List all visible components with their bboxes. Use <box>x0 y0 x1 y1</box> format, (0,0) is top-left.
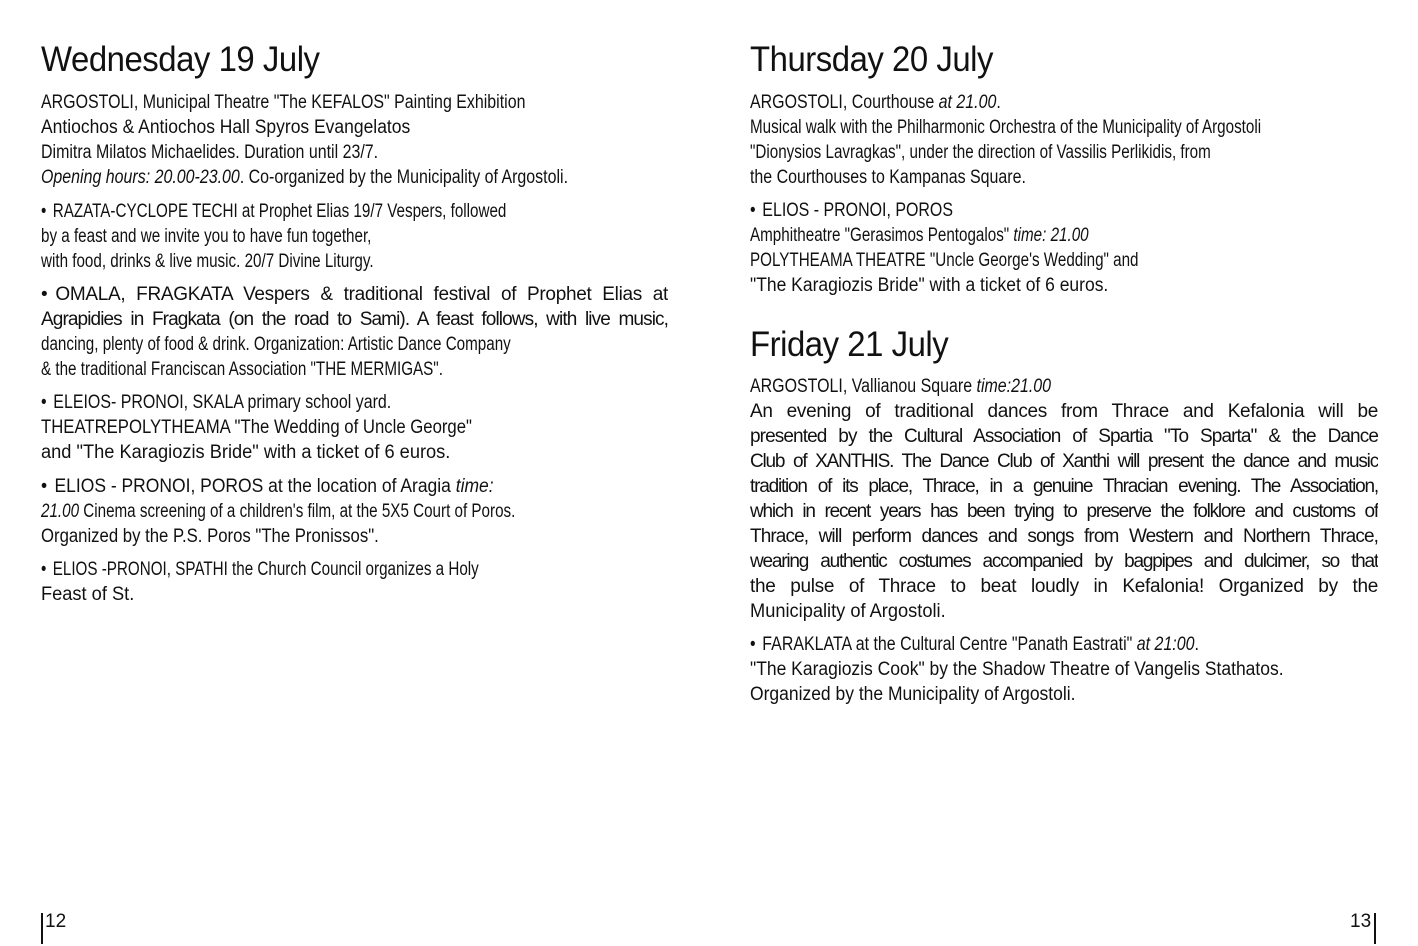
event-line: which in recent years has been trying to preserve the folklore and customs of <box>750 501 1378 522</box>
event-line <box>41 390 568 415</box>
event-line: dancing, plenty of food & drink. Organization: Artistic Dance Company <box>41 334 511 355</box>
event-line-punct: . <box>1194 634 1199 655</box>
day-heading-friday: Friday 21 July <box>750 325 949 364</box>
event-line <box>41 282 668 307</box>
event-entry-razata <box>41 199 668 274</box>
bullet-icon: • <box>750 200 756 221</box>
bullet-icon: • <box>750 634 756 655</box>
event-line <box>41 199 543 224</box>
event-entry-omala <box>41 282 668 382</box>
event-line: wearing authentic costumes accompanied by bagpipes and dulcimer, so that <box>750 551 1378 572</box>
event-line-text: Cinema screening of a children's film, at the 5X5 Court of Poros. <box>79 501 516 522</box>
event-entry-argostoli-vallianou <box>750 374 1378 624</box>
event-line: "The Karagiozis Bride" with a ticket of 6 euros. <box>750 275 1109 296</box>
event-line: Municipality of Argostoli. <box>750 601 946 622</box>
event-time: at 21.00 <box>938 92 997 113</box>
page-edge-mark-left <box>41 913 43 944</box>
event-line: & the traditional Franciscan Association "THE MERMIGAS". <box>41 359 443 380</box>
event-entry-elios-poros-thursday <box>750 198 1378 298</box>
event-line <box>41 474 618 499</box>
event-line: THEATREPOLYTHEAMA "The Wedding of Uncle George" <box>41 417 472 438</box>
event-line-text: OMALA, FRAGKATA Vespers & traditional festival of Prophet Elias at <box>55 284 668 305</box>
event-line-rest: . Co-organized by the Municipality of Argostoli. <box>239 167 569 188</box>
event-line-text: ELIOS - PRONOI, POROS <box>762 200 953 221</box>
event-line: Feast of St. <box>41 584 135 605</box>
event-line: Musical walk with the Philharmonic Orchestra of the Municipality of Argostoli <box>750 117 1262 138</box>
event-line-text: ARGOSTOLI, Vallianou Square <box>750 376 977 397</box>
event-line: "Dionysios Lavragkas", under the direction of Vassilis Perlikidis, from <box>750 142 1211 163</box>
event-line <box>750 632 1278 657</box>
bullet-icon: • <box>41 392 47 413</box>
event-line <box>750 374 1278 399</box>
event-line: the pulse of Thrace to beat loudly in Kefalonia! Organized by the <box>750 576 1378 597</box>
page-number-right: 13 <box>1350 911 1372 932</box>
event-line: Thrace, will perform dances and songs from Western and Northern Thrace, <box>750 526 1378 547</box>
event-line-text: RAZATA-CYCLOPE TECHI at Prophet Elias 19/7 Vespers, followed <box>52 201 507 222</box>
event-time: time: <box>455 476 494 497</box>
event-line-text: ARGOSTOLI, Courthouse <box>750 92 939 113</box>
right-page <box>750 0 1378 946</box>
event-entry-eleios-skala <box>41 390 668 465</box>
left-page <box>41 0 668 946</box>
event-line: Organized by the Municipality of Argostoli. <box>750 684 1076 705</box>
event-entry-faraklata <box>750 632 1378 707</box>
day-heading-thursday: Thursday 20 July <box>750 40 994 79</box>
event-time: time: 21.00 <box>1013 225 1089 246</box>
event-line <box>750 198 1278 223</box>
event-time: time:21.00 <box>976 376 1052 397</box>
event-line: Agrapidies in Fragkata (on the road to Sami). A feast follows, with live music, <box>41 309 668 330</box>
event-line-text: FARAKLATA at the Cultural Centre "Panath Eastrati" <box>762 634 1137 655</box>
event-line <box>41 557 543 582</box>
page-edge-mark-right <box>1374 913 1376 944</box>
event-line: ARGOSTOLI, Municipal Theatre "The KEFALOS" Painting Exhibition <box>41 92 526 113</box>
page-number-left: 12 <box>45 911 67 932</box>
event-time: 21.00 <box>41 501 80 522</box>
event-line: tradition of its place, Thrace, in a genuine Thracian evening. The Association, <box>750 476 1378 497</box>
event-line: Club of XANTHIS. The Dance Club of Xanthi will present the dance and music <box>750 451 1378 472</box>
event-line-punct: . <box>996 92 1001 113</box>
opening-hours: Opening hours: 20.00-23.00 <box>41 167 240 188</box>
event-line-text: Amphitheatre "Gerasimos Pentogalos" <box>750 225 1014 246</box>
event-entry-elios-spathi <box>41 557 668 607</box>
bullet-icon: • <box>41 201 47 222</box>
event-time: at 21:00 <box>1136 634 1195 655</box>
day-heading-wednesday: Wednesday 19 July <box>41 40 320 79</box>
event-line: presented by the Cultural Association of Spartia "To Sparta" & the Dance <box>750 426 1378 447</box>
event-line <box>750 223 1252 248</box>
event-line: An evening of traditional dances from Thrace and Kefalonia will be <box>750 401 1378 422</box>
event-entry-argostoli-courthouse <box>750 90 1378 190</box>
event-line <box>41 499 543 524</box>
event-line <box>750 90 1278 115</box>
bullet-icon: • <box>41 284 48 305</box>
event-line: POLYTHEAMA THEATRE "Uncle George's Wedding" and <box>750 250 1139 271</box>
event-line <box>41 165 568 190</box>
event-entry-elios-poros <box>41 474 668 549</box>
event-line-text: ELIOS - PRONOI, POROS at the location of Aragia <box>54 476 456 497</box>
event-entry-argostoli-exhibition <box>41 90 668 190</box>
event-line-text: ELEIOS- PRONOI, SKALA primary school yard. <box>53 392 392 413</box>
bullet-icon: • <box>41 476 48 497</box>
bullet-icon: • <box>41 559 47 580</box>
event-line: by a feast and we invite you to have fun together, <box>41 226 372 247</box>
event-line: Antiochos & Antiochos Hall Spyros Evangelatos <box>41 117 411 138</box>
event-line-text: ELIOS -PRONOI, SPATHI the Church Council organizes a Holy <box>52 559 479 580</box>
event-line: and "The Karagiozis Bride" with a ticket of 6 euros. <box>41 442 451 463</box>
event-line: with food, drinks & live music. 20/7 Divine Liturgy. <box>41 251 374 272</box>
event-line: Organized by the P.S. Poros "The Pronissos". <box>41 526 379 547</box>
event-line: "The Karagiozis Cook" by the Shadow Theatre of Vangelis Stathatos. <box>750 659 1284 680</box>
event-line: the Courthouses to Kampanas Square. <box>750 167 1026 188</box>
event-line: Dimitra Milatos Michaelides. Duration until 23/7. <box>41 142 379 163</box>
